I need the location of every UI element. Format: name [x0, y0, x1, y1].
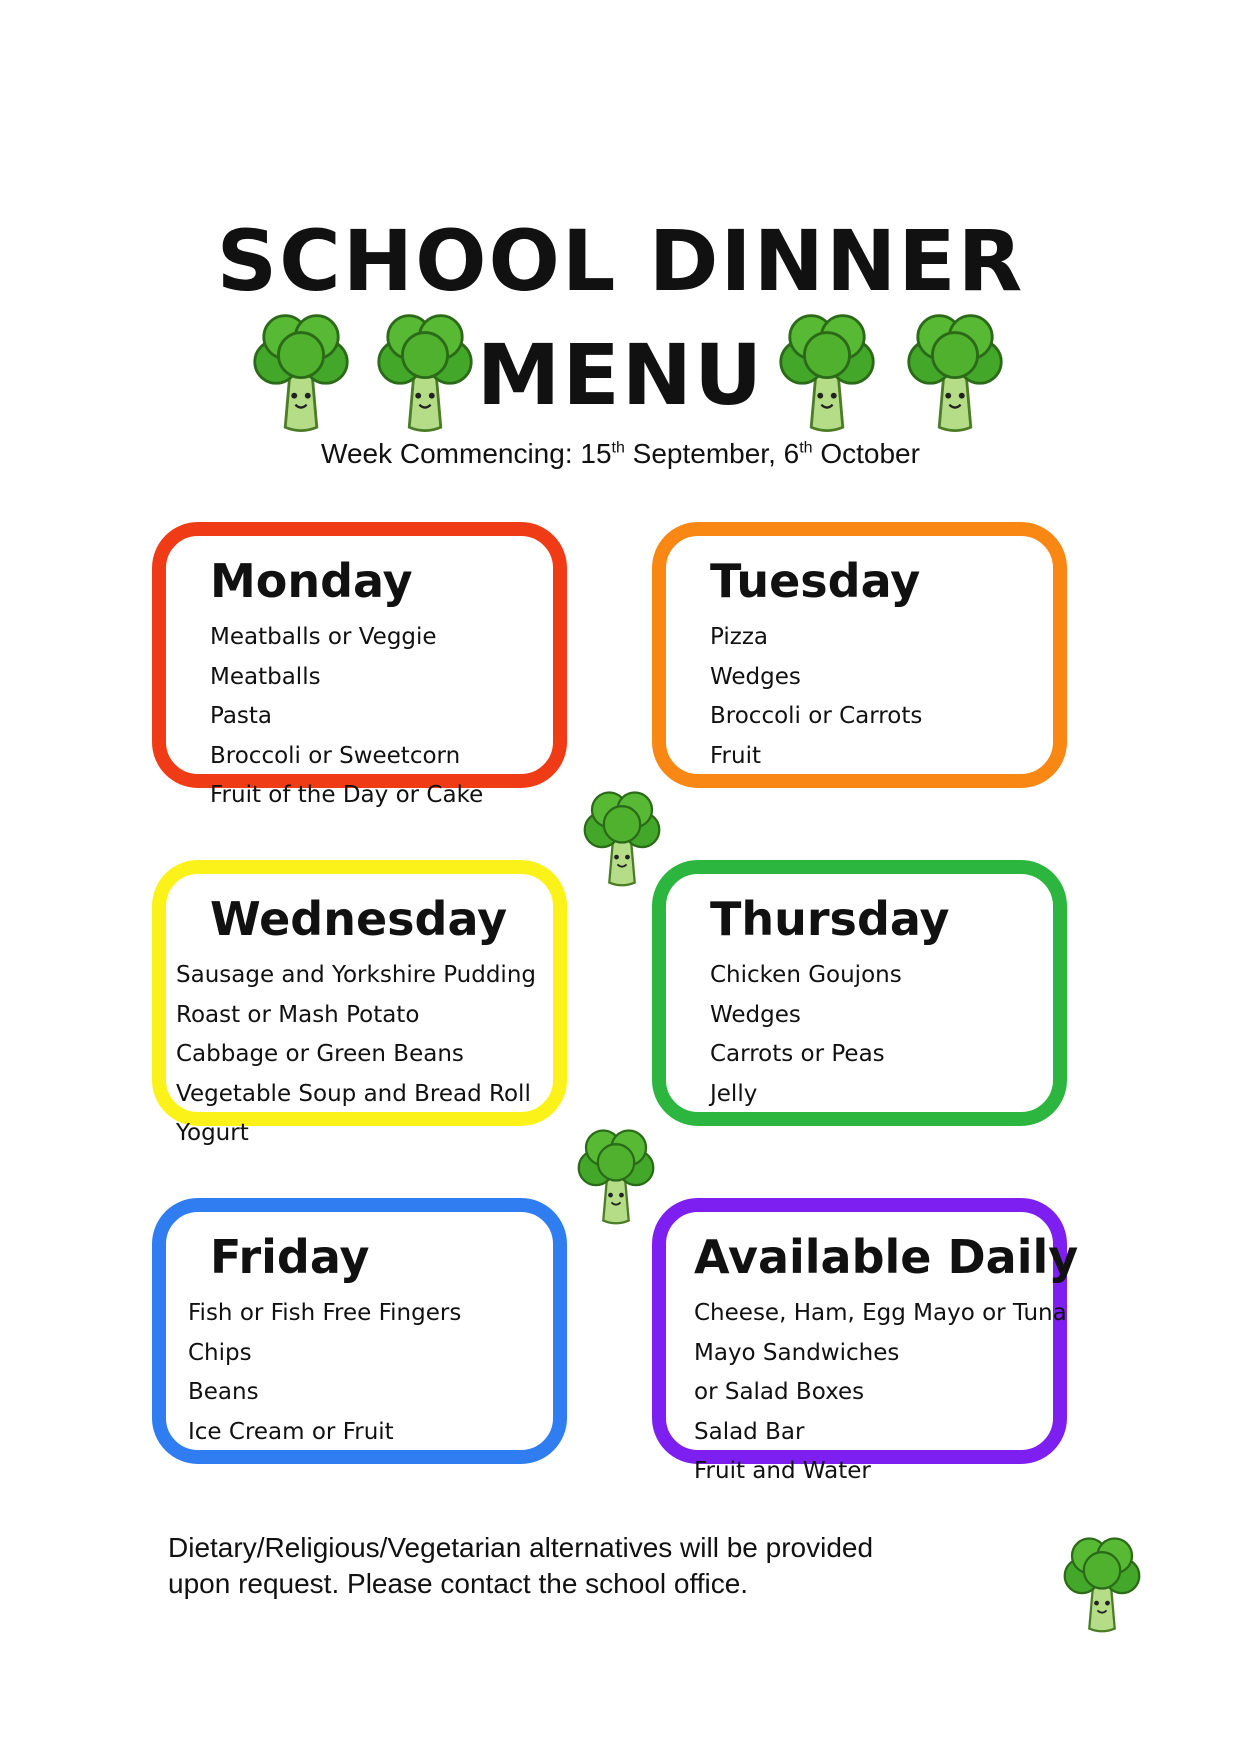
tuesday-card	[652, 522, 1067, 788]
menu-item: Beans	[188, 1379, 259, 1405]
broccoli-icon	[768, 310, 886, 434]
menu-item: Wedges	[710, 663, 801, 690]
menu-item: Meatballs or Veggie	[210, 624, 437, 650]
wednesday-card	[152, 860, 567, 1146]
broccoli-icon	[366, 310, 484, 434]
dietary-note-line: Dietary/Religious/Vegetarian alternatives will be provided	[168, 1532, 874, 1563]
menu-item: Broccoli or Carrots	[710, 703, 923, 729]
menu-item: Fruit of the Day or Cake	[210, 782, 484, 808]
day-heading: Monday	[210, 554, 413, 608]
menu-list	[188, 1294, 461, 1452]
menu-item: Broccoli or Sweetcorn	[210, 742, 461, 769]
menu-item: Meatballs	[210, 663, 321, 690]
menu-item: Yogurt	[176, 1120, 249, 1146]
day-heading: Tuesday	[710, 554, 921, 608]
day-heading: Thursday	[710, 892, 950, 946]
menu-list	[710, 618, 922, 776]
broccoli-icon	[568, 1126, 664, 1226]
menu-item: Salad Bar	[694, 1418, 805, 1445]
day-heading: Wednesday	[210, 892, 508, 946]
day-heading: Friday	[210, 1230, 370, 1284]
day-heading: Available Daily	[694, 1230, 1079, 1284]
friday-card	[152, 1198, 567, 1464]
page-title-menu: MENU	[476, 326, 765, 424]
menu-list	[176, 956, 536, 1154]
menu-list	[210, 618, 483, 816]
thursday-card	[652, 860, 1067, 1126]
menu-list	[694, 1294, 1067, 1492]
week-text: September, 6	[624, 438, 800, 469]
menu-item: Vegetable Soup and Bread Roll	[176, 1080, 531, 1107]
broccoli-icon	[242, 310, 360, 434]
week-sup: th	[611, 439, 625, 457]
menu-item: Fruit and Water	[694, 1458, 871, 1484]
menu-item: Jelly	[710, 1080, 758, 1107]
menu-item: Fruit	[710, 742, 761, 769]
monday-card	[152, 522, 567, 808]
menu-item: or Salad Boxes	[694, 1379, 865, 1405]
menu-item: Wedges	[710, 1001, 801, 1028]
broccoli-icon	[1054, 1534, 1150, 1634]
menu-item: Sausage and Yorkshire Pudding	[176, 962, 537, 988]
page-title: SCHOOL DINNER	[216, 212, 1025, 310]
menu-item: Fish or Fish Free Fingers	[188, 1300, 462, 1326]
menu-item: Chicken Goujons	[710, 962, 902, 988]
menu-item: Cabbage or Green Beans	[176, 1041, 464, 1067]
menu-item: Carrots or Peas	[710, 1041, 885, 1067]
week-sup: th	[799, 439, 813, 457]
broccoli-icon	[574, 788, 670, 888]
menu-item: Roast or Mash Potato	[176, 1001, 420, 1028]
menu-item: Cheese, Ham, Egg Mayo or Tuna	[694, 1300, 1067, 1326]
dietary-note	[168, 1530, 873, 1602]
dietary-note-line: upon request. Please contact the school office.	[168, 1568, 749, 1599]
week-text: October	[812, 438, 920, 469]
week-commencing	[0, 438, 1241, 470]
menu-list	[710, 956, 902, 1114]
menu-item: Mayo Sandwiches	[694, 1339, 900, 1366]
menu-item: Pizza	[710, 624, 768, 650]
menu-item: Ice Cream or Fruit	[188, 1418, 394, 1445]
menu-item: Pasta	[210, 703, 273, 729]
available-daily-card	[652, 1198, 1079, 1484]
week-text: Week Commencing: 15	[321, 438, 612, 469]
broccoli-icon	[896, 310, 1014, 434]
menu-item: Chips	[188, 1339, 252, 1366]
